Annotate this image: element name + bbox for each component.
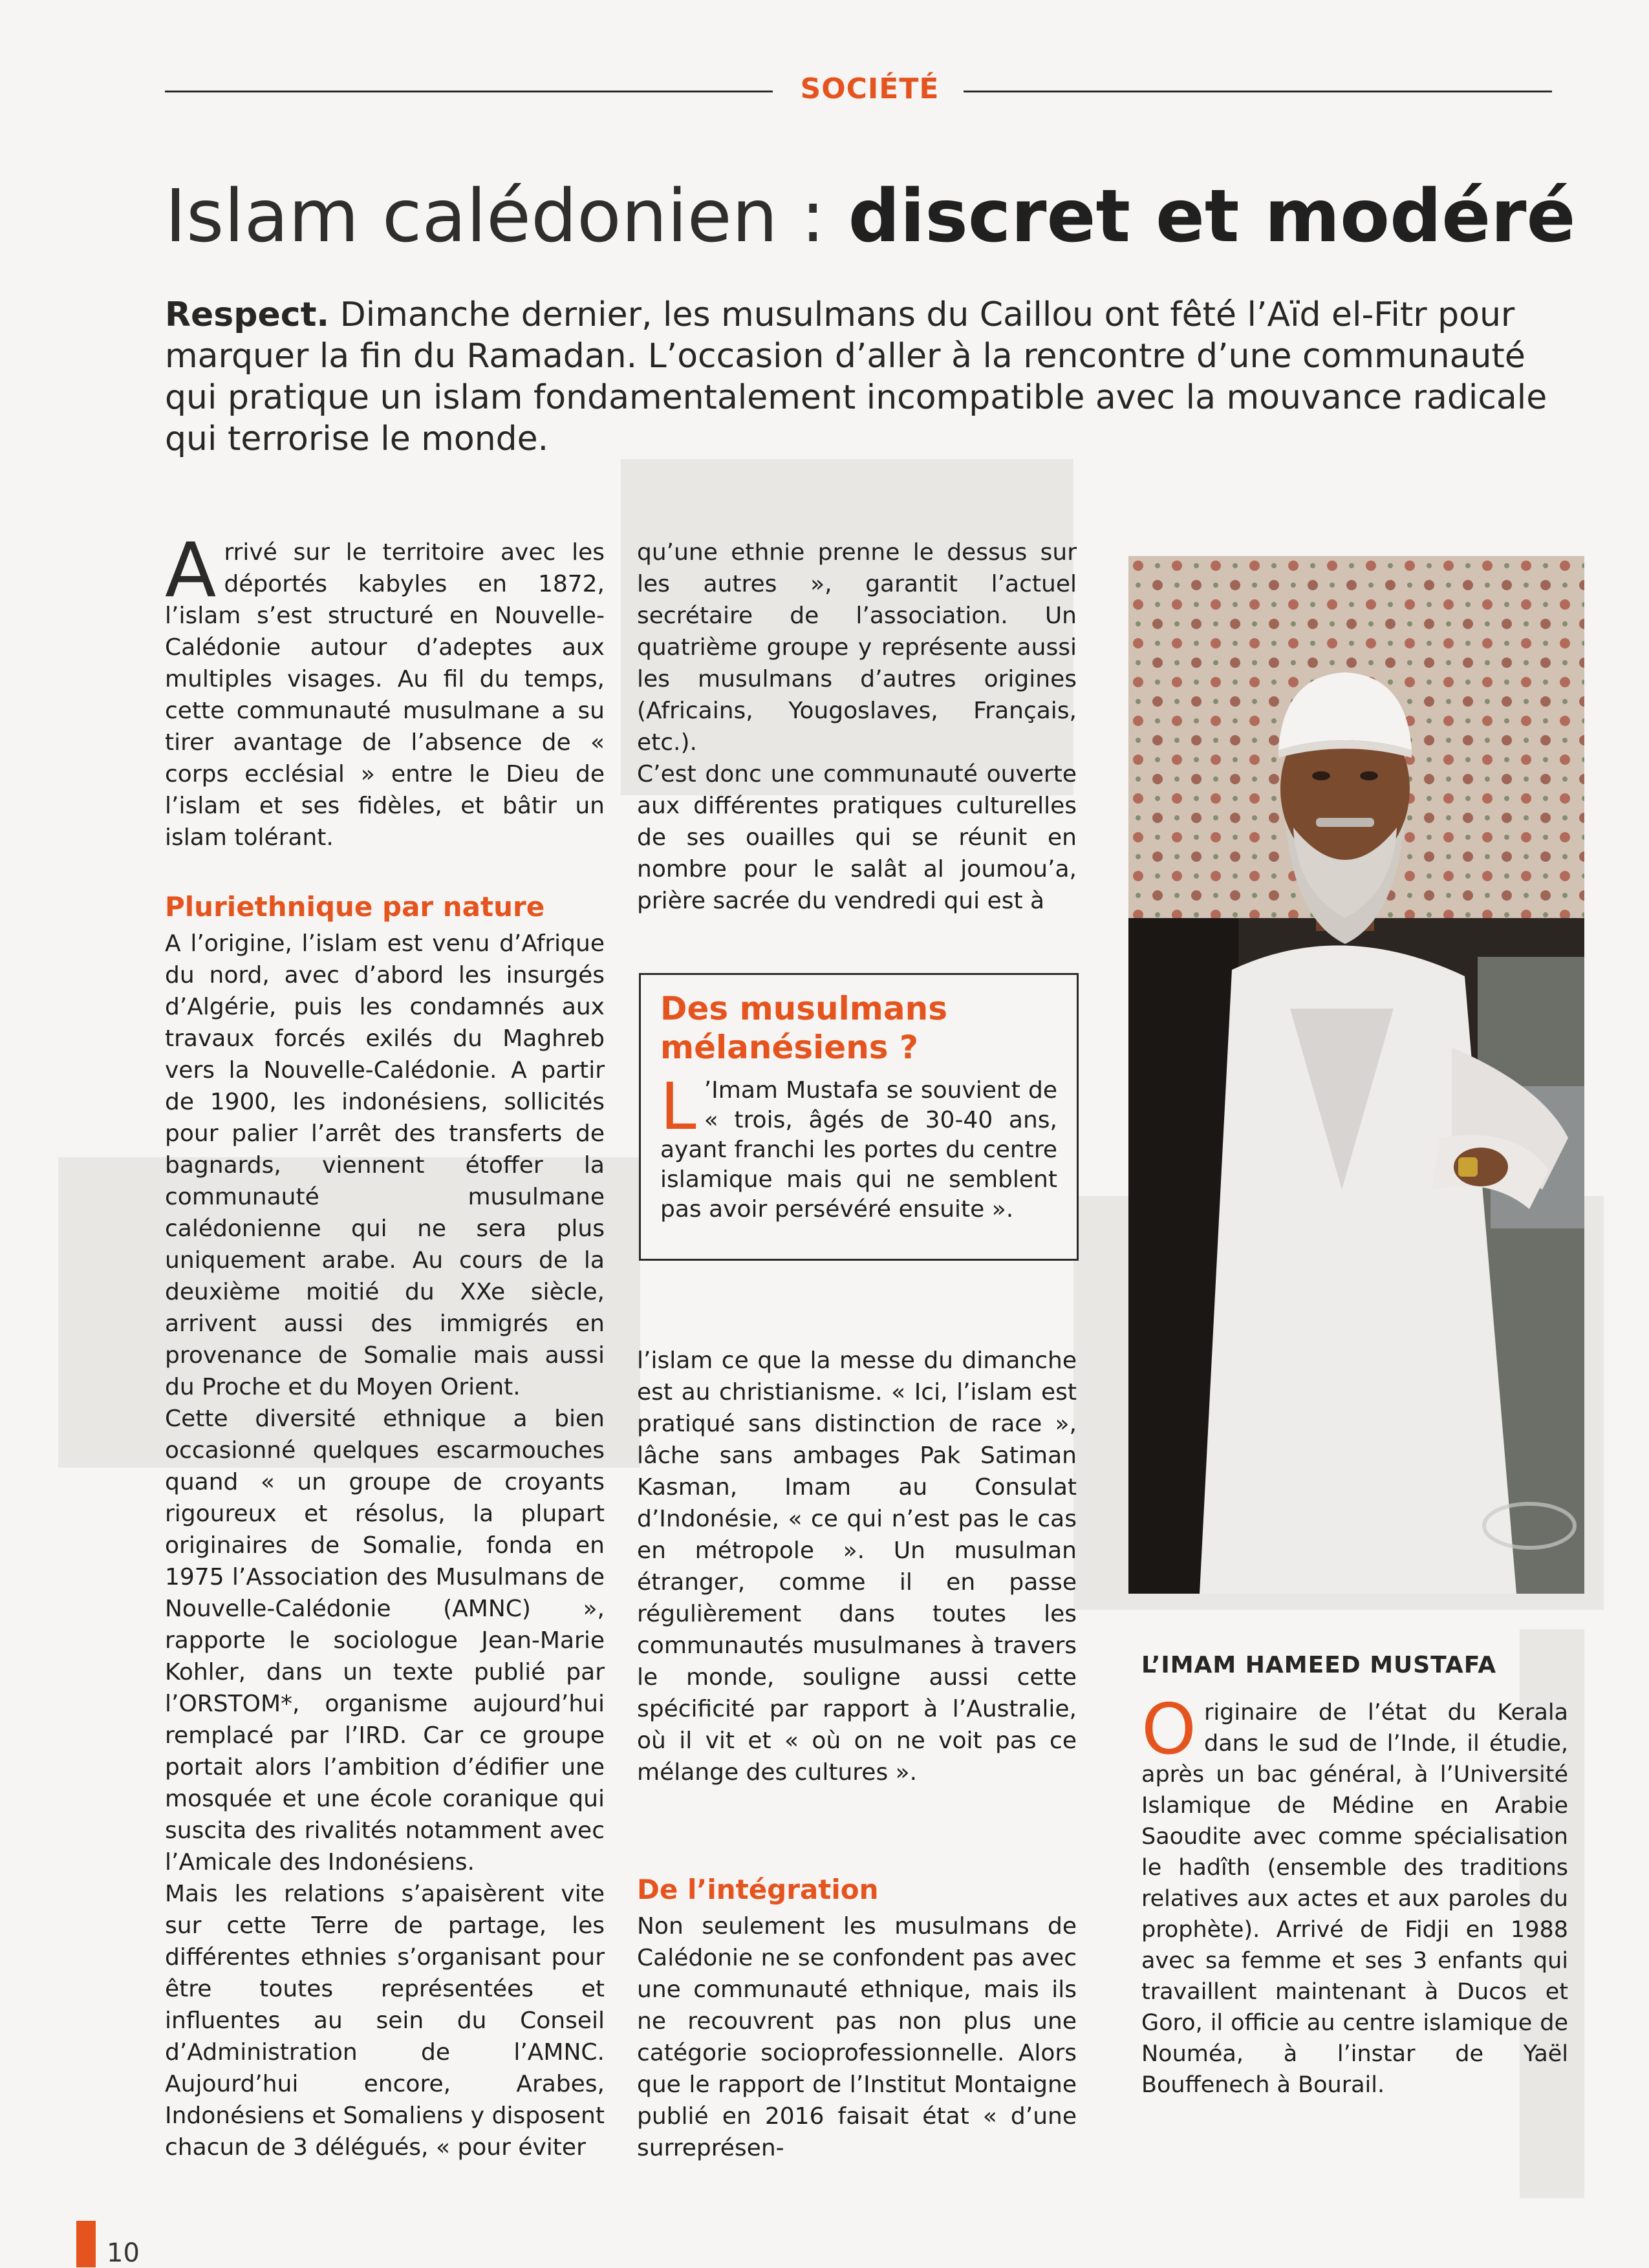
body-paragraph: C’est donc une communauté ouverte aux différentes pratiques culturelles de ses ouailles qui se réunit en nombre pour le salât al joumou’a, prière sacrée du vendredi qui est à — [637, 761, 1077, 914]
inset-text — [660, 1069, 1057, 1225]
body-paragraph: l’islam ce que la messe du dimanche est au christianisme. « Ici, l’islam est pratiqué sans distinction de race », lâche sans ambages Pak Satiman Kasman, Imam au Consulat d’Indonésie, « ce qui n’est pas le cas en métropole ». Un musulman étranger, comme il en passe régulièrement dans toutes les communautés musulmanes à travers le monde, souligne aussi cette spécificité par rapport à l’Australie, où il vit et « où on ne voit pas ce mélange des cultures ». — [637, 1347, 1077, 1786]
inset-box — [639, 973, 1079, 1261]
imam-portrait-photo — [1128, 556, 1584, 1594]
caption-text: riginaire de l’état du Kerala dans le sud de l’Inde, il étudie, après un bac général, à l’Université Islamique de Médine en Arabie Saoudite avec comme spécialisation le hadîth (ensemble des traditions relatives aux actes et aux paroles du prophète). Arrivé de Fidji en 1988 avec sa femme et ses 3 enfants qui travaillent maintenant à Ducos et Goro, il officie au centre islamique de Nouméa, à l’instar de Yaël Bouffenech à Bourail. — [1141, 1700, 1568, 2098]
inset-title: Des musulmans mélanésiens ? — [660, 990, 947, 1066]
header-rule-left — [165, 91, 773, 92]
title-light: Islam calédonien : — [165, 175, 848, 259]
body-paragraph: Mais les relations s’apaisèrent vite sur cette Terre de partage, les différentes ethnies s’organisant pour être toutes représentées et influentes au sein du Conseil d’Administration de l’AMNC. Aujourd’hui encore, Arabes, Indonésiens et Somaliens y disposent chacun de 3 délégués, « pour éviter — [165, 1881, 605, 2161]
section-label: SOCIÉTÉ — [800, 72, 940, 105]
body-paragraph: Cette diversité ethnique a bien occasionné quelques escarmouches quand « un groupe de croyants rigoureux et résolus, la plupart originaires de Somalie, fonda en 1975 l’Association des Musulmans de Nouvelle-Calédonie (AMNC) », rapporte le sociologue Jean-Marie Kohler, dans un texte publié par l’ORSTOM*, organisme aujourd’hui remplacé par l’IRD. Car ce groupe portait alors l’ambition d’édifier une mosquée et une école coranique qui suscita des rivalités notamment avec l’Amicale des Indonésiens. — [165, 1406, 605, 1876]
intro-paragraph — [165, 527, 605, 853]
header-rule-right — [964, 91, 1552, 92]
dropcap: A — [165, 527, 217, 614]
column-2-top — [637, 537, 1077, 917]
article-lede — [165, 294, 1555, 460]
title-bold: discret et modéré — [848, 175, 1576, 259]
inset-body: ’Imam Mustafa se souvient de « trois, âgés de 30-40 ans, ayant franchi les portes du centre islamique mais qui ne semblent pas avoir persévéré ensuite ». — [660, 1077, 1057, 1223]
column-1 — [165, 527, 605, 2163]
body-paragraph: A l’origine, l’islam est venu d’Afrique du nord, avec d’abord les insurgés d’Algérie, puis les condamnés aux travaux forcés exilés du Maghreb vers la Nouvelle-Calédonie. A partir de 1900, les indonésiens, sollicités pour palier l’arrêt des transferts de bagnards, viennent étoffer la communauté musulmane calédonienne qui ne sera plus uniquement arabe. Au cours de la deuxième moitié du XXe siècle, arrivent aussi des immigrés en provenance de Somalie mais aussi du Proche et du Moyen Orient. — [165, 930, 605, 1400]
subhead-pluriethnique: Pluriethnique par nature — [165, 891, 545, 923]
dropcap: L — [660, 1069, 696, 1144]
column-2-middle — [637, 1345, 1077, 1788]
article-title — [165, 175, 1588, 259]
lede-label: Respect. — [165, 295, 330, 334]
column-2-bottom — [637, 1872, 1077, 2164]
photo-caption — [1141, 1689, 1568, 2101]
dropcap: O — [1141, 1689, 1197, 1770]
caption-title: L’IMAM HAMEED MUSTAFA — [1141, 1652, 1497, 1678]
page-number: 10 — [107, 2238, 140, 2268]
portrait-illustration — [1128, 556, 1584, 1594]
body-paragraph: qu’une ethnie prenne le dessus sur les autres », garantit l’actuel secrétaire de l’association. Un quatrième groupe y représente aussi les musulmans d’autres origines (Africains, Yougoslaves, Français, etc.). — [637, 539, 1077, 756]
body-paragraph: Non seulement les musulmans de Calédonie ne se confondent pas avec une communauté ethnique, mais ils ne recouvrent pas non plus une catégorie socioprofessionnelle. Alors que le rapport de l’Institut Montaigne publié en 2016 faisait état « d’une surreprésen- — [637, 1913, 1077, 2161]
folio-accent-bar — [76, 2221, 96, 2267]
lede-text: Dimanche dernier, les musulmans du Caillou ont fêté l’Aïd el-Fitr pour marquer la fin du Ramadan. L’occasion d’aller à la rencontre d’une communauté qui pratique un islam fondamentalement incompatible avec la mouvance radicale qui terrorise le monde. — [165, 295, 1547, 458]
subhead-integration: De l’intégration — [637, 1874, 879, 1905]
intro-text: rrivé sur le territoire avec les déportés kabyles en 1872, l’islam s’est structuré en Nouvelle-Calédonie autour d’adeptes aux multiples visages. Au fil du temps, cette communauté musulmane a su tirer avantage de l’absence de « corps ecclésial » entre le Dieu de l’islam et ses fidèles, et bâtir un islam tolérant. — [165, 539, 605, 851]
